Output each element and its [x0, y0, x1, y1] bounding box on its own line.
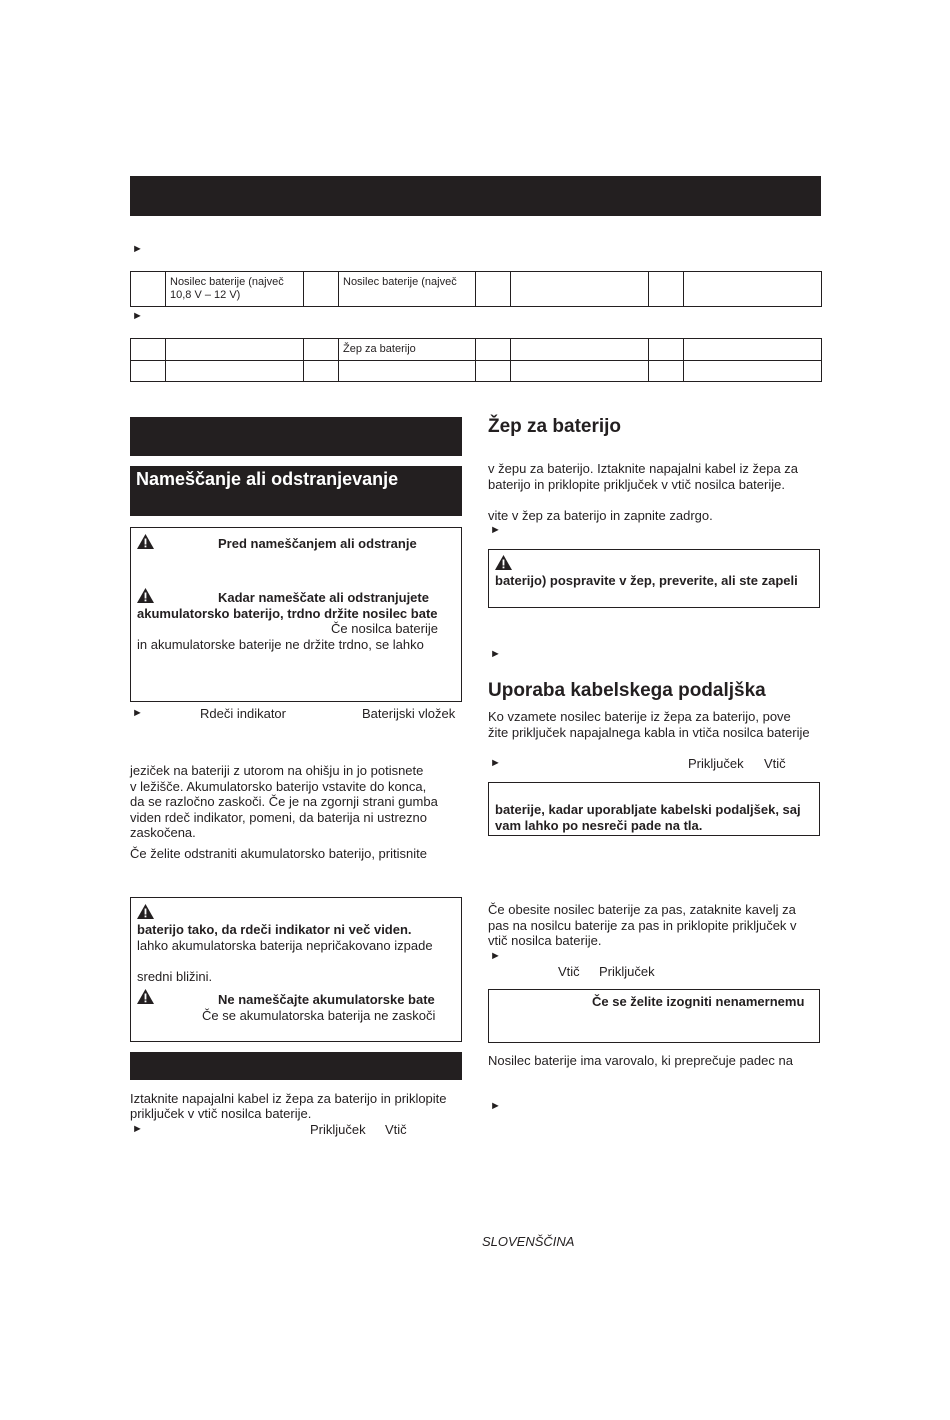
warning-text: Pred nameščanjem ali odstranje: [218, 536, 417, 551]
body-text: žite priključek napajalnega kabla in vtiča nosilca baterije: [488, 725, 810, 740]
table-cell: [476, 272, 511, 307]
warning-box: [130, 527, 462, 702]
body-text: Če želite odstraniti akumulatorsko baterijo, pritisnite: [130, 846, 427, 861]
body-text: vtič nosilca baterije.: [488, 933, 602, 948]
table-cell: [649, 361, 684, 382]
body-text: v žepu za baterijo. Iztaknite napajalni kabel iz žepa za: [488, 461, 799, 476]
figure-caption: Vtič: [385, 1122, 407, 1137]
arrow-right-icon: ►: [490, 1100, 501, 1112]
figure-caption: Priključek: [688, 756, 744, 771]
body-text: vite v žep za baterijo in zapnite zadrgo.: [488, 508, 713, 523]
warning-triangle-icon: [137, 534, 154, 549]
body-text: baterijo in priklopite priključek v vtič nosilca baterije.: [488, 477, 785, 492]
warning-text: baterijo) pospravite v žep, preverite, ali ste zapeli: [495, 573, 798, 588]
note-text: vam lahko po nesreči pade na tla.: [495, 818, 703, 833]
body-text: v ležišče. Akumulatorsko baterijo vstavite do konca,: [130, 779, 427, 794]
warning-box: [488, 549, 820, 608]
table-cell: [131, 361, 166, 382]
warning-text: akumulatorsko baterijo, trdno držite nosilec bate: [137, 606, 438, 621]
body-text: jeziček na bateriji z utorom na ohišju in jo potisnete: [130, 763, 424, 778]
header-bar: [130, 176, 821, 216]
table-cell: [649, 272, 684, 307]
table-cell: [511, 339, 649, 361]
footer-language: SLOVENŠČINA: [482, 1234, 575, 1249]
body-text: viden rdeč indikator, pomeni, da baterija ni ustrezno: [130, 810, 428, 825]
arrow-right-icon: ►: [132, 310, 143, 322]
table-cell: [339, 361, 476, 382]
warning-triangle-icon: [137, 588, 154, 603]
arrow-right-icon: ►: [132, 1123, 143, 1135]
warning-box: [130, 897, 462, 1042]
section-heading: Žep za baterijo: [488, 416, 622, 437]
body-text: zaskočena.: [130, 825, 196, 840]
table-cell: Nosilec baterije (največ: [339, 272, 476, 307]
table-cell: [131, 339, 166, 361]
table-cell: [476, 339, 511, 361]
table-cell: [304, 361, 339, 382]
section-heading: Uporaba kabelskega podaljška: [488, 680, 766, 701]
table-cell: [166, 361, 304, 382]
table-cell: [476, 361, 511, 382]
arrow-right-icon: ►: [490, 757, 501, 769]
arrow-right-icon: ►: [490, 950, 501, 962]
warning-text: Kadar nameščate ali odstranjujete: [218, 590, 429, 605]
figure-caption: Priključek: [599, 964, 655, 979]
warning-text: in akumulatorske baterije ne držite trdno, se lahko: [137, 637, 424, 652]
table-cell: [166, 339, 304, 361]
warning-text: Ne nameščajte akumulatorske bate: [218, 992, 435, 1007]
section-title: Nameščanje ali odstranjevanje: [136, 469, 399, 489]
body-text: da se razločno zaskoči. Če je na zgornji strani gumba: [130, 794, 438, 809]
table-cell: [684, 272, 822, 307]
table-cell: Žep za baterijo: [339, 339, 476, 361]
warning-text: baterijo tako, da rdeči indikator ni več viden.: [137, 922, 412, 937]
parts-table-1: [130, 271, 822, 307]
section-bar: [130, 1052, 462, 1080]
note-box: [488, 989, 820, 1043]
table-cell: [511, 361, 649, 382]
body-text: Ko vzamete nosilec baterije iz žepa za baterijo, pove: [488, 709, 791, 724]
body-text: Nosilec baterije ima varovalo, ki preprečuje padec na: [488, 1053, 793, 1068]
figure-caption: Priključek: [310, 1122, 366, 1137]
table-cell: [304, 272, 339, 307]
arrow-right-icon: ►: [132, 707, 143, 719]
table-cell: [684, 339, 822, 361]
parts-table-2: [130, 338, 822, 382]
warning-text: sredni bližini.: [137, 969, 213, 984]
warning-triangle-icon: [137, 904, 154, 919]
warning-text: lahko akumulatorska baterija nepričakovano izpade: [137, 938, 433, 953]
note-box: [488, 782, 820, 836]
table-cell: [684, 361, 822, 382]
note-text: baterije, kadar uporabljate kabelski podaljšek, saj: [495, 802, 801, 817]
figure-caption: Vtič: [764, 756, 786, 771]
table-cell: [649, 339, 684, 361]
body-text: priključek v vtič nosilca baterije.: [130, 1106, 312, 1121]
warning-text: Če se akumulatorska baterija ne zaskoči: [202, 1008, 436, 1023]
arrow-right-icon: ►: [490, 524, 501, 536]
note-text: Če se želite izogniti nenamernemu: [592, 994, 805, 1009]
table-cell: [511, 272, 649, 307]
section-title-bar: [130, 466, 462, 516]
table-cell: [304, 339, 339, 361]
figure-caption: Baterijski vložek: [362, 706, 456, 721]
section-bar: [130, 417, 462, 456]
figure-caption: Vtič: [558, 964, 580, 979]
body-text: Iztaknite napajalni kabel iz žepa za baterijo in priklopite: [130, 1091, 447, 1106]
body-text: pas na nosilcu baterije za pas in priklopite priključek v: [488, 918, 797, 933]
warning-text: Če nosilca baterije: [331, 621, 438, 636]
table-cell: [131, 272, 166, 307]
warning-triangle-icon: [137, 989, 154, 1004]
arrow-right-icon: ►: [490, 648, 501, 660]
arrow-right-icon: ►: [132, 243, 143, 255]
table-cell: Nosilec baterije (največ 10,8 V – 12 V): [166, 272, 304, 307]
warning-triangle-icon: [495, 555, 512, 570]
figure-caption: Rdeči indikator: [200, 706, 286, 721]
body-text: Če obesite nosilec baterije za pas, zataknite kavelj za: [488, 902, 796, 917]
